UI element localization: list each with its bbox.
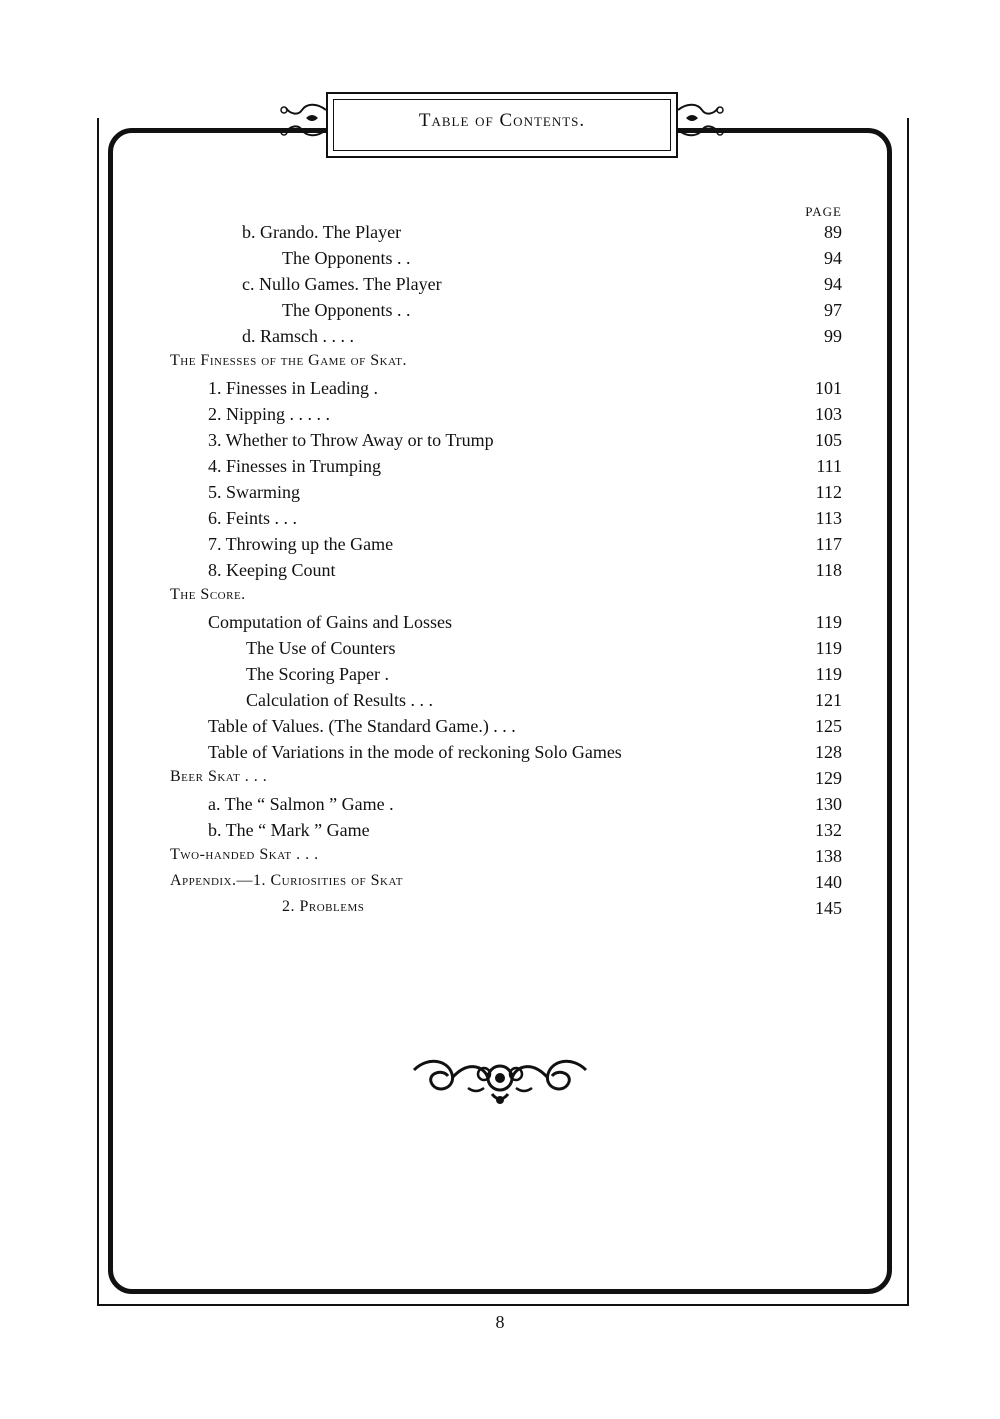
- toc-entry-title: The Use of Counters: [246, 638, 396, 658]
- toc-entry: [0, 482, 1000, 508]
- toc-section-title: The Score.: [170, 586, 246, 603]
- toc-entry: [0, 690, 1000, 716]
- header-left-flourish-icon: [276, 100, 328, 144]
- toc-entry: [0, 638, 1000, 664]
- toc-entry: [0, 248, 1000, 274]
- toc-entry: [0, 274, 1000, 300]
- toc-section-heading: [0, 846, 1000, 872]
- toc-entry-title: 8. Keeping Count: [208, 560, 336, 580]
- bottom-ornament-icon: [408, 1050, 592, 1110]
- toc-entry-title: 7. Throwing up the Game: [208, 534, 394, 554]
- page-number: 8: [495, 1312, 505, 1332]
- toc-section-title: The Finesses of the Game of Skat.: [170, 352, 408, 369]
- toc-entry-title: b. Grando. The Player: [242, 222, 402, 242]
- toc-entry-title: 3. Whether to Throw Away or to Trump: [208, 430, 494, 450]
- toc-entry-page: 140: [815, 872, 842, 892]
- toc-entry: [0, 716, 1000, 742]
- toc-section-heading: [0, 586, 1000, 612]
- page-column-label: PAGE: [805, 204, 842, 219]
- toc-entry-title: 5. Swarming: [208, 482, 300, 502]
- toc-entry-title: a. The “ Salmon ” Game .: [208, 794, 394, 814]
- toc-entry: [0, 664, 1000, 690]
- toc-entry-title: d. Ramsch . . . .: [242, 326, 354, 346]
- toc-entry-title: Table of Variations in the mode of reckoning Solo Games: [208, 742, 622, 762]
- toc-entry-page: 118: [815, 560, 842, 580]
- toc-entry-page: 119: [815, 612, 842, 632]
- toc-entry-page: 125: [815, 716, 842, 736]
- toc-section-title: Beer Skat . . .: [170, 768, 268, 785]
- toc-entry: [0, 534, 1000, 560]
- toc-entry-page: 97: [824, 300, 842, 320]
- toc-section-heading: [0, 872, 1000, 898]
- toc-entry: [0, 612, 1000, 638]
- header-right-flourish-icon: [676, 100, 728, 144]
- toc-entry: [0, 430, 1000, 456]
- toc-entry-page: 111: [816, 456, 842, 476]
- toc-entry: [0, 326, 1000, 352]
- toc-entry: [0, 560, 1000, 586]
- toc-entry-page: 105: [815, 430, 842, 450]
- toc-entry-page: 113: [815, 508, 842, 528]
- toc-entry: [0, 820, 1000, 846]
- toc-entry-title: c. Nullo Games. The Player: [242, 274, 442, 294]
- toc-entry: [0, 404, 1000, 430]
- toc-entry-title: 1. Finesses in Leading .: [208, 378, 378, 398]
- toc-section-title: Appendix.—1. Curiosities of Skat: [170, 872, 403, 889]
- toc-entry-page: 138: [815, 846, 842, 866]
- toc-entry-title: Computation of Gains and Losses: [208, 612, 452, 632]
- toc-entry-page: 145: [815, 898, 842, 918]
- toc-entry: [0, 300, 1000, 326]
- toc-entry-page: 103: [815, 404, 842, 424]
- toc-entry-page: 112: [815, 482, 842, 502]
- toc-entry: [0, 508, 1000, 534]
- toc-entry: [0, 378, 1000, 404]
- toc-entry: [0, 794, 1000, 820]
- page-title: Table of Contents.: [418, 110, 586, 131]
- toc-entry-page: 117: [815, 534, 842, 554]
- toc-entry: [0, 222, 1000, 248]
- toc-entry-page: 128: [815, 742, 842, 762]
- toc-entry-title: The Scoring Paper .: [246, 664, 389, 684]
- toc-entry-title: The Opponents . .: [282, 300, 411, 320]
- toc-entry-page: 101: [815, 378, 842, 398]
- toc-entry-page: 121: [815, 690, 842, 710]
- toc-entry-title: The Opponents . .: [282, 248, 411, 268]
- toc-entry-page: 129: [815, 768, 842, 788]
- toc-entry-title: 2. Nipping . . . . .: [208, 404, 331, 424]
- toc-entry-page: 119: [815, 638, 842, 658]
- toc-section-heading: [0, 768, 1000, 794]
- toc-entry-title: 4. Finesses in Trumping: [208, 456, 382, 476]
- toc-section-heading: [0, 352, 1000, 378]
- toc-entry-title: 2. Problems: [282, 898, 365, 915]
- toc-entry-page: 119: [815, 664, 842, 684]
- toc-entry-page: 89: [824, 222, 842, 242]
- toc-entry-page: 94: [824, 248, 842, 268]
- toc-entry-page: 99: [824, 326, 842, 346]
- toc-entry-page: 130: [815, 794, 842, 814]
- toc-entry: [0, 898, 1000, 924]
- toc-entry-title: Table of Values. (The Standard Game.) . . .: [208, 716, 516, 736]
- toc-entry: [0, 742, 1000, 768]
- toc-entry-title: 6. Feints . . .: [208, 508, 298, 528]
- toc-entry: [0, 456, 1000, 482]
- toc-entry-page: 132: [815, 820, 842, 840]
- toc-entry-title: Calculation of Results . . .: [246, 690, 433, 710]
- toc-section-title: Two-handed Skat . . .: [170, 846, 319, 863]
- toc-entry-title: b. The “ Mark ” Game: [208, 820, 370, 840]
- toc-entry-page: 94: [824, 274, 842, 294]
